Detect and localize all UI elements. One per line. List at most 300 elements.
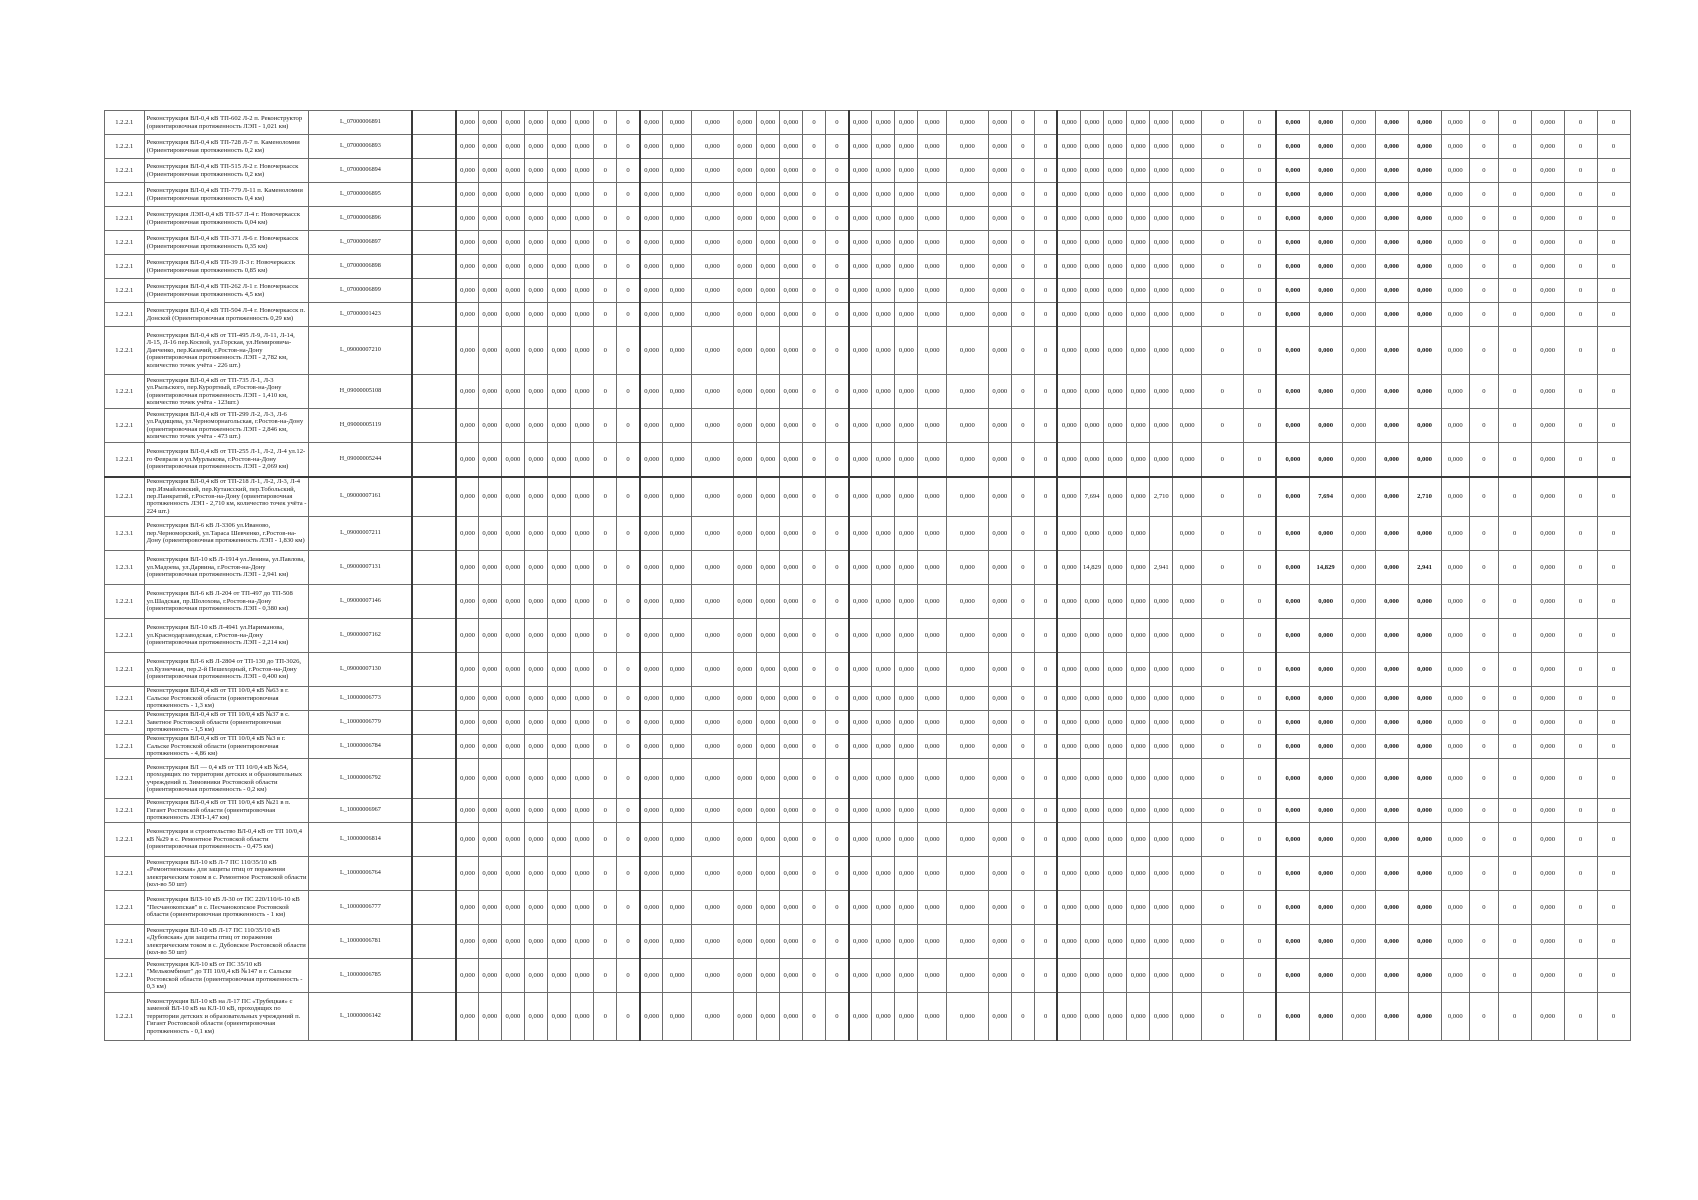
value-cell: 0 [1034,303,1057,327]
value-cell: 0 [1011,135,1034,159]
value-cell: 0,000 [640,551,663,585]
project-name-cell: Реконструкция ВЛ-6 кВ Л-204 от ТП-497 до ТП-508 ул.Шадская, пр.Шолохова, г.Ростов-на-Дону (ориентировочная протяженность ЛЭП - 0,380 км) [144,585,309,619]
value-cell: 0 [1564,231,1597,255]
value-cell: 0,000 [1173,207,1202,231]
value-cell: 0 [1470,303,1499,327]
value-cell: 0,000 [1173,711,1202,735]
value-cell: 0,000 [1408,159,1441,183]
project-code-cell: L_10000006142 [309,993,412,1041]
value-cell: 0,000 [895,517,918,551]
value-cell: 0 [1011,111,1034,135]
value-cell: 0 [1597,891,1630,925]
value-cell: 0,000 [849,111,872,135]
value-cell: 0,000 [1342,111,1375,135]
value-cell: 0 [1243,207,1276,231]
row-number-cell: 1.2.2.1 [105,231,145,255]
value-cell: 0 [1470,135,1499,159]
value-cell: 0,000 [456,207,478,231]
value-cell: 0,000 [918,477,947,517]
value-cell: 0,000 [456,231,478,255]
value-cell: 0,000 [524,255,547,279]
value-cell: 0 [826,551,849,585]
value-cell: 0,000 [895,111,918,135]
value-cell: 0,000 [1309,207,1342,231]
value-cell: 0 [594,327,617,375]
value-cell: 0,000 [524,135,547,159]
value-cell: 0,000 [691,585,733,619]
value-cell: 0,000 [501,159,524,183]
value-cell: 0 [1243,159,1276,183]
value-cell: 0 [1011,735,1034,759]
value-cell: 0,000 [1342,443,1375,477]
value-cell: 0 [1201,687,1243,711]
value-cell: 0,000 [1057,327,1080,375]
value-cell: 0 [1498,551,1531,585]
value-cell: 0 [594,735,617,759]
value-cell: 0 [802,375,825,409]
table-row [105,279,1664,303]
value-cell: 0,000 [663,711,692,735]
value-cell: 0 [1011,619,1034,653]
value-cell: 0,000 [548,159,571,183]
value-cell: 0 [1597,759,1630,799]
value-cell: 0,000 [918,959,947,993]
value-cell: 0 [1034,551,1057,585]
value-cell: 0,000 [946,517,988,551]
value-cell: 0 [802,799,825,823]
value-cell: 0,000 [849,183,872,207]
value-cell: 0,000 [1057,823,1080,857]
value-cell: 0 [1034,517,1057,551]
value-cell: 0 [1498,255,1531,279]
value-cell: 0,000 [1057,207,1080,231]
project-code-cell: L_07000001423 [309,303,412,327]
value-cell: 0,000 [1441,619,1470,653]
value-cell: 0,000 [663,477,692,517]
table-row [105,735,1664,759]
value-cell: 0 [802,255,825,279]
value-cell: 0,000 [1081,159,1104,183]
value-cell: 0,000 [1173,111,1202,135]
row-number-cell: 1.2.2.1 [105,959,145,993]
value-cell: 0,000 [1309,759,1342,799]
value-cell: 0,000 [1531,135,1564,159]
value-cell: 0,000 [663,443,692,477]
value-cell: 0,000 [1276,551,1309,585]
value-cell: 0 [1201,327,1243,375]
value-cell: 0,000 [872,711,895,735]
value-cell: 0 [1034,159,1057,183]
value-cell: 0,000 [1408,585,1441,619]
value-cell: 0 [1564,585,1597,619]
value-cell: 0,000 [548,135,571,159]
value-cell: 0,000 [501,925,524,959]
value-cell: 0 [1597,255,1630,279]
value-cell: 0,000 [1276,409,1309,443]
empty-cell [412,477,456,517]
value-cell: 0,000 [1127,279,1150,303]
value-cell: 0,000 [918,375,947,409]
value-cell: 0,000 [1531,551,1564,585]
value-cell: 0,000 [1342,375,1375,409]
value-cell: 0 [802,925,825,959]
value-cell: 0 [1564,551,1597,585]
value-cell: 0,000 [501,619,524,653]
project-code-cell: H_09000005119 [309,409,412,443]
value-cell: 0,000 [756,551,779,585]
value-cell: 0,000 [1408,711,1441,735]
value-cell: 0 [802,653,825,687]
empty-cell [412,279,456,303]
value-cell: 0,000 [849,857,872,891]
value-cell: 0,000 [501,857,524,891]
value-cell: 0,000 [1309,231,1342,255]
value-cell: 0,000 [1531,327,1564,375]
value-cell: 0,000 [640,477,663,517]
table-row [105,653,1664,687]
value-cell: 0,000 [456,183,478,207]
value-cell: 0 [826,279,849,303]
value-cell: 0,000 [988,823,1011,857]
value-cell: 0,000 [988,183,1011,207]
value-cell: 0 [1564,255,1597,279]
value-cell: 0,000 [1127,183,1150,207]
value-cell: 0,000 [946,375,988,409]
value-cell: 0,000 [1408,959,1441,993]
value-cell: 0,000 [1127,551,1150,585]
value-cell: 0,000 [1309,959,1342,993]
value-cell: 0 [1470,759,1499,799]
value-cell: 0,000 [1127,799,1150,823]
value-cell: 0 [1498,159,1531,183]
value-cell: 0,000 [895,207,918,231]
value-cell: 0 [1564,959,1597,993]
value-cell: 0,000 [918,687,947,711]
value-cell: 0 [1564,207,1597,231]
value-cell: 0,000 [1104,823,1127,857]
row-number-cell: 1.2.2.1 [105,159,145,183]
value-cell: 0,000 [895,551,918,585]
project-name-cell: Реконструкция ВЛ-0,4 кВ от ТП 10/0,4 кВ №21 в п. Гигант Ростовской области (ориентировочная протяженность ЛЭП-1,47 км) [144,799,309,823]
value-cell: 0,000 [918,925,947,959]
value-cell: 0,000 [1408,183,1441,207]
value-cell: 0 [594,303,617,327]
value-cell: 0 [1597,653,1630,687]
value-cell: 0 [1564,891,1597,925]
value-cell: 0 [1470,409,1499,443]
value-cell: 0,000 [1375,891,1408,925]
value-cell: 0,000 [524,653,547,687]
value-cell: 0,000 [524,857,547,891]
value-cell: 0,000 [691,375,733,409]
value-cell: 0,000 [1276,477,1309,517]
project-name-cell: Реконструкция ВЛ-0,4 кВ от ТП-255 Л-1, Л-2, Л-4 ул.12-го Февраля и ул.Мурлыкова, г.Ростов-на-Дону (ориентировочная протяженность ЛЭП - 2,069 км) [144,443,309,477]
value-cell: 0,000 [640,517,663,551]
value-cell: 0 [1034,255,1057,279]
value-cell: 0,000 [1375,799,1408,823]
value-cell: 0,000 [779,925,802,959]
value-cell: 0,000 [691,279,733,303]
value-cell: 0 [594,857,617,891]
value-cell: 0,000 [1057,711,1080,735]
value-cell: 0,000 [640,327,663,375]
value-cell: 0,000 [691,799,733,823]
value-cell: 0,000 [1173,159,1202,183]
value-cell: 0 [617,477,640,517]
value-cell: 0,000 [872,231,895,255]
value-cell: 0,000 [988,759,1011,799]
value-cell: 0 [1034,231,1057,255]
value-cell: 0,000 [1309,653,1342,687]
value-cell: 0,000 [918,231,947,255]
value-cell: 0,000 [640,279,663,303]
value-cell: 0,000 [691,183,733,207]
value-cell: 0,000 [1104,303,1127,327]
value-cell: 0,000 [988,443,1011,477]
value-cell: 0,000 [1150,303,1173,327]
value-cell: 0,000 [946,585,988,619]
value-cell: 2,710 [1408,477,1441,517]
value-cell: 0 [1597,111,1630,135]
value-cell: 0,000 [548,711,571,735]
value-cell: 0,000 [872,135,895,159]
value-cell: 0,000 [1081,183,1104,207]
value-cell: 0,000 [1441,891,1470,925]
value-cell: 0 [1498,759,1531,799]
value-cell: 0,000 [1104,619,1127,653]
value-cell: 0 [617,857,640,891]
value-cell: 0 [617,687,640,711]
project-name-cell: Реконструкция ВЛ — 0,4 кВ от ТП 10/0,4 кВ №54, проходящих по территории детских и образовательных учреждений п. Зимовники Ростовской области (ориентировочная протяженность - 0,2 км) [144,759,309,799]
value-cell: 0,000 [756,619,779,653]
value-cell: 0 [1011,653,1034,687]
value-cell: 0 [1201,993,1243,1041]
row-number-cell: 1.2.2.1 [105,207,145,231]
value-cell: 0 [1034,653,1057,687]
value-cell: 0,000 [918,857,947,891]
project-code-cell: L_07000006891 [309,111,412,135]
value-cell: 0,000 [872,303,895,327]
table-row [105,111,1664,135]
value-cell: 0 [1034,409,1057,443]
value-cell: 0 [1034,375,1057,409]
value-cell: 0,000 [1104,159,1127,183]
row-number-cell: 1.2.2.1 [105,585,145,619]
value-cell: 0 [617,375,640,409]
value-cell: 0,000 [691,823,733,857]
value-cell: 0,000 [1531,231,1564,255]
value-cell: 0,000 [946,823,988,857]
project-code-cell: H_09000005244 [309,443,412,477]
value-cell: 0 [1470,993,1499,1041]
table-row [105,327,1664,375]
value-cell: 0,000 [1150,799,1173,823]
value-cell: 2,710 [1150,477,1173,517]
value-cell: 0,000 [779,207,802,231]
value-cell: 0,000 [849,327,872,375]
value-cell: 0,000 [779,759,802,799]
row-number-cell: 1.2.3.1 [105,517,145,551]
value-cell: 0,000 [1127,207,1150,231]
value-cell: 0,000 [1276,159,1309,183]
project-name-cell: Реконструкция ВЛ-0,4 кВ ТП-262 Л-1 г. Новочеркасск (Ориентировочная протяженность 4,5 км) [144,279,309,303]
value-cell: 0 [594,585,617,619]
value-cell: 0,000 [756,159,779,183]
value-cell: 0,000 [478,891,501,925]
value-cell: 0 [1470,959,1499,993]
value-cell: 0,000 [456,135,478,159]
value-cell: 0,000 [571,735,594,759]
value-cell: 0,000 [456,619,478,653]
value-cell: 0,000 [1531,111,1564,135]
value-cell: 0 [802,183,825,207]
row-number-cell: 1.2.2.1 [105,653,145,687]
row-number-cell: 1.2.2.1 [105,735,145,759]
value-cell: 0,000 [1081,891,1104,925]
value-cell: 0,000 [1150,327,1173,375]
value-cell: 0,000 [524,207,547,231]
value-cell: 0,000 [456,759,478,799]
value-cell: 0,000 [1531,653,1564,687]
value-cell: 0,000 [1531,759,1564,799]
value-cell: 0 [1243,959,1276,993]
value-cell: 0 [826,255,849,279]
value-cell: 0,000 [1127,993,1150,1041]
value-cell: 0,000 [1531,823,1564,857]
value-cell: 0,000 [733,619,756,653]
value-cell: 0 [1498,409,1531,443]
value-cell: 0,000 [946,159,988,183]
value-cell: 0,000 [663,653,692,687]
value-cell: 0,000 [895,327,918,375]
value-cell: 0,000 [756,183,779,207]
value-cell: 0,000 [1531,375,1564,409]
value-cell: 0,000 [756,303,779,327]
value-cell: 0,000 [1104,207,1127,231]
value-cell: 0,000 [1081,823,1104,857]
value-cell: 0,000 [548,857,571,891]
value-cell: 0,000 [1057,231,1080,255]
value-cell: 0,000 [849,477,872,517]
value-cell: 0 [1470,111,1499,135]
value-cell: 0,000 [1276,303,1309,327]
value-cell: 0,000 [756,891,779,925]
value-cell: 0,000 [756,135,779,159]
value-cell: 0,000 [779,857,802,891]
row-number-cell: 1.2.2.1 [105,711,145,735]
value-cell: 0 [1498,993,1531,1041]
value-cell: 0 [617,799,640,823]
value-cell: 0,000 [895,993,918,1041]
value-cell: 0,000 [524,585,547,619]
value-cell: 0 [1201,443,1243,477]
value-cell: 0,000 [571,279,594,303]
value-cell: 0,000 [1081,759,1104,799]
value-cell: 0,000 [1150,891,1173,925]
value-cell: 0 [1498,925,1531,959]
value-cell: 0,000 [478,759,501,799]
value-cell: 0 [802,517,825,551]
value-cell: 0,000 [1375,135,1408,159]
value-cell: 0,000 [779,375,802,409]
value-cell: 0,000 [779,255,802,279]
project-name-cell: Реконструкция ВЛ-0,4 кВ от ТП 10/0,4 кВ №37 в с. Заветное Ростовской области (ориентировочная протяженность - 1,5 км) [144,711,309,735]
table-row [105,823,1664,857]
value-cell: 0,000 [1081,959,1104,993]
table-row [105,711,1664,735]
value-cell: 0,000 [1408,375,1441,409]
value-cell: 0,000 [756,375,779,409]
value-cell: 0,000 [691,327,733,375]
value-cell: 0,000 [548,993,571,1041]
value-cell: 0,000 [1173,653,1202,687]
value-cell: 0,000 [1057,409,1080,443]
table-row [105,551,1664,585]
value-cell: 0 [826,619,849,653]
value-cell: 0,000 [1173,891,1202,925]
value-cell: 0,000 [1309,443,1342,477]
value-cell: 0 [1498,443,1531,477]
value-cell: 0,000 [1342,585,1375,619]
value-cell: 0,000 [1081,711,1104,735]
value-cell: 0 [802,327,825,375]
value-cell: 0,000 [640,303,663,327]
value-cell: 0 [1470,551,1499,585]
value-cell: 0,000 [524,183,547,207]
value-cell: 0,000 [478,409,501,443]
value-cell: 0,000 [478,111,501,135]
table-row [105,619,1664,653]
row-number-cell: 1.2.2.1 [105,255,145,279]
table-row [105,159,1664,183]
project-code-cell: L_09000007146 [309,585,412,619]
value-cell: 0 [1498,735,1531,759]
row-number-cell: 1.2.2.1 [105,891,145,925]
value-cell: 0,000 [872,823,895,857]
value-cell: 0,000 [1081,303,1104,327]
value-cell: 0,000 [756,687,779,711]
value-cell: 0,000 [779,687,802,711]
value-cell: 0 [826,443,849,477]
value-cell: 0,000 [571,517,594,551]
value-cell: 0,000 [1531,799,1564,823]
value-cell: 0 [1201,585,1243,619]
value-cell: 0 [594,231,617,255]
project-code-cell: L_10000006777 [309,891,412,925]
value-cell: 0 [617,111,640,135]
value-cell: 0,000 [779,303,802,327]
value-cell: 0,000 [1173,443,1202,477]
value-cell: 0,000 [478,687,501,711]
value-cell: 0,000 [548,255,571,279]
value-cell: 0,000 [1408,135,1441,159]
value-cell: 0,000 [895,711,918,735]
value-cell: 0,000 [501,735,524,759]
empty-cell [412,619,456,653]
value-cell: 0,000 [918,759,947,799]
value-cell: 0,000 [946,477,988,517]
value-cell: 0,000 [756,585,779,619]
value-cell: 0,000 [1127,891,1150,925]
value-cell: 0,000 [571,409,594,443]
value-cell: 0,000 [1342,993,1375,1041]
value-cell: 0,000 [691,687,733,711]
value-cell: 0,000 [456,687,478,711]
value-cell: 0 [1243,477,1276,517]
value-cell: 0,000 [663,231,692,255]
value-cell: 14,829 [1309,551,1342,585]
value-cell: 0 [1498,799,1531,823]
